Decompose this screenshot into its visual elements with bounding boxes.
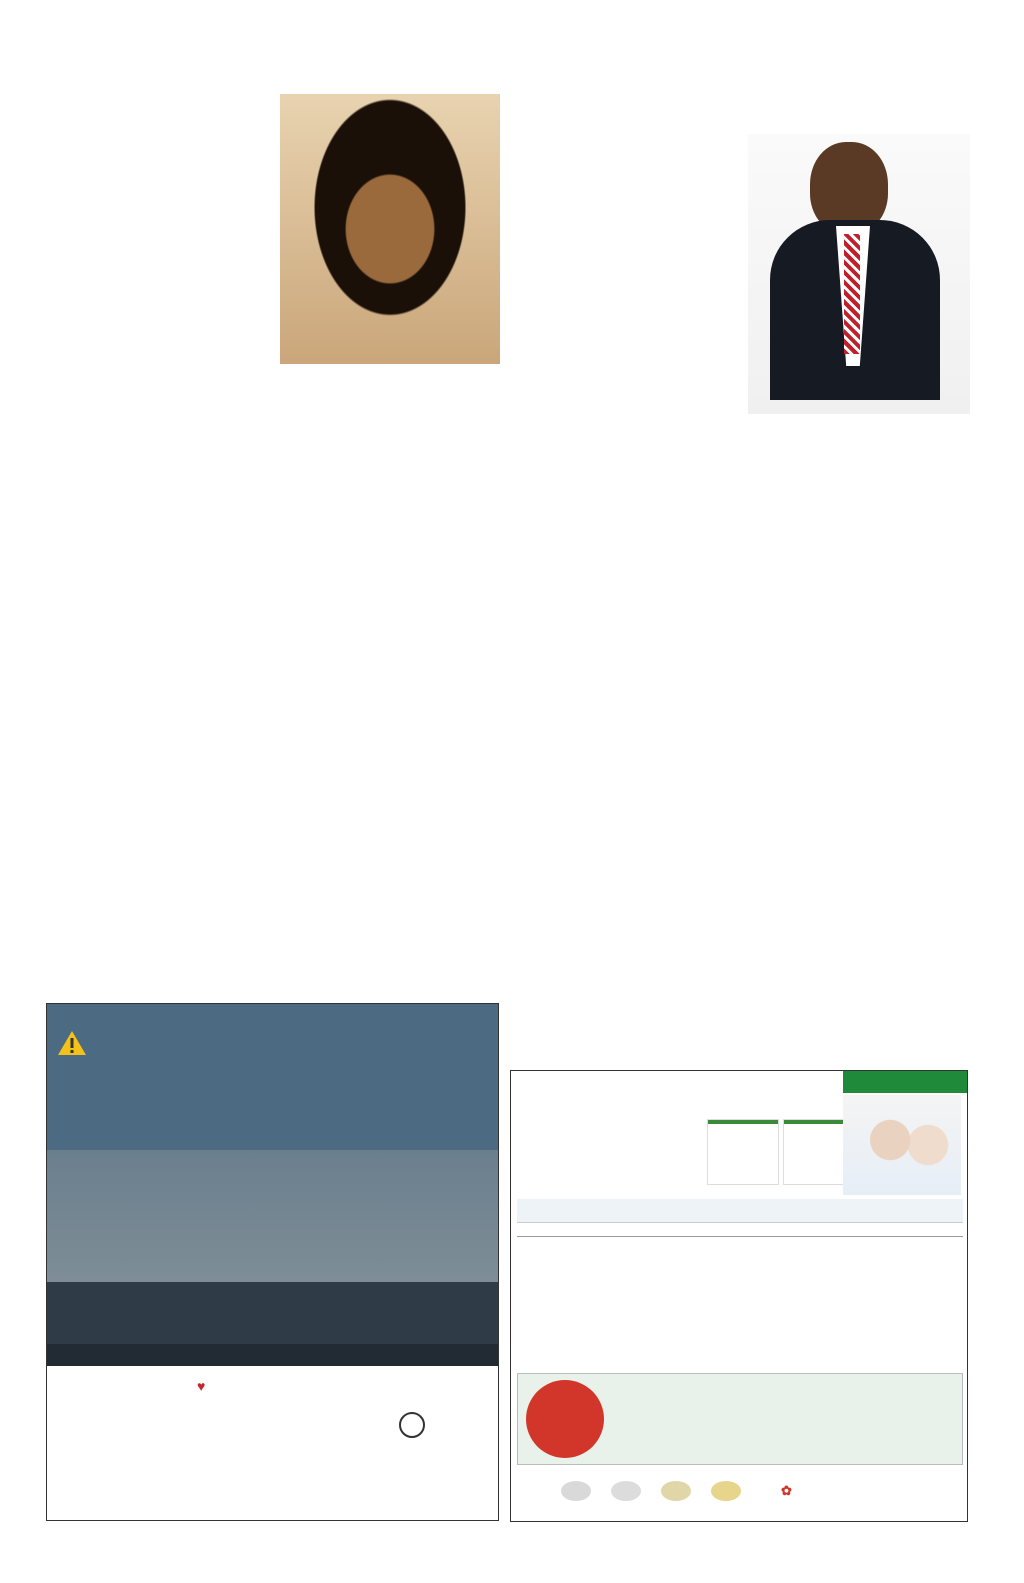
injury-helpline-logo: ♥: [197, 1378, 206, 1394]
certification-logos: [521, 1479, 961, 1505]
warning-icon: [57, 1030, 87, 1056]
featured-row: [517, 1199, 963, 1223]
insurance-message: [47, 1282, 498, 1344]
call-now-bar[interactable]: [843, 1071, 967, 1093]
case-categories: [47, 1344, 498, 1366]
rhetta-peoples-photo: [280, 94, 500, 364]
discount-badge: [526, 1380, 604, 1458]
24-hours-badge: [399, 1412, 425, 1438]
our-price-box: [707, 1119, 779, 1185]
table-header: [517, 1223, 963, 1237]
canada-drug-center-ad: [510, 1070, 968, 1522]
price-comparison-table: [517, 1199, 963, 1237]
canada-drug-center-logo: ✿: [781, 1483, 792, 1498]
first-order-offer: [517, 1373, 963, 1465]
ew-jackson-photo: [748, 134, 970, 414]
ad-benefits: [47, 1150, 498, 1282]
couple-photo: [843, 1095, 961, 1195]
injury-helpline-ad: [46, 1003, 499, 1521]
